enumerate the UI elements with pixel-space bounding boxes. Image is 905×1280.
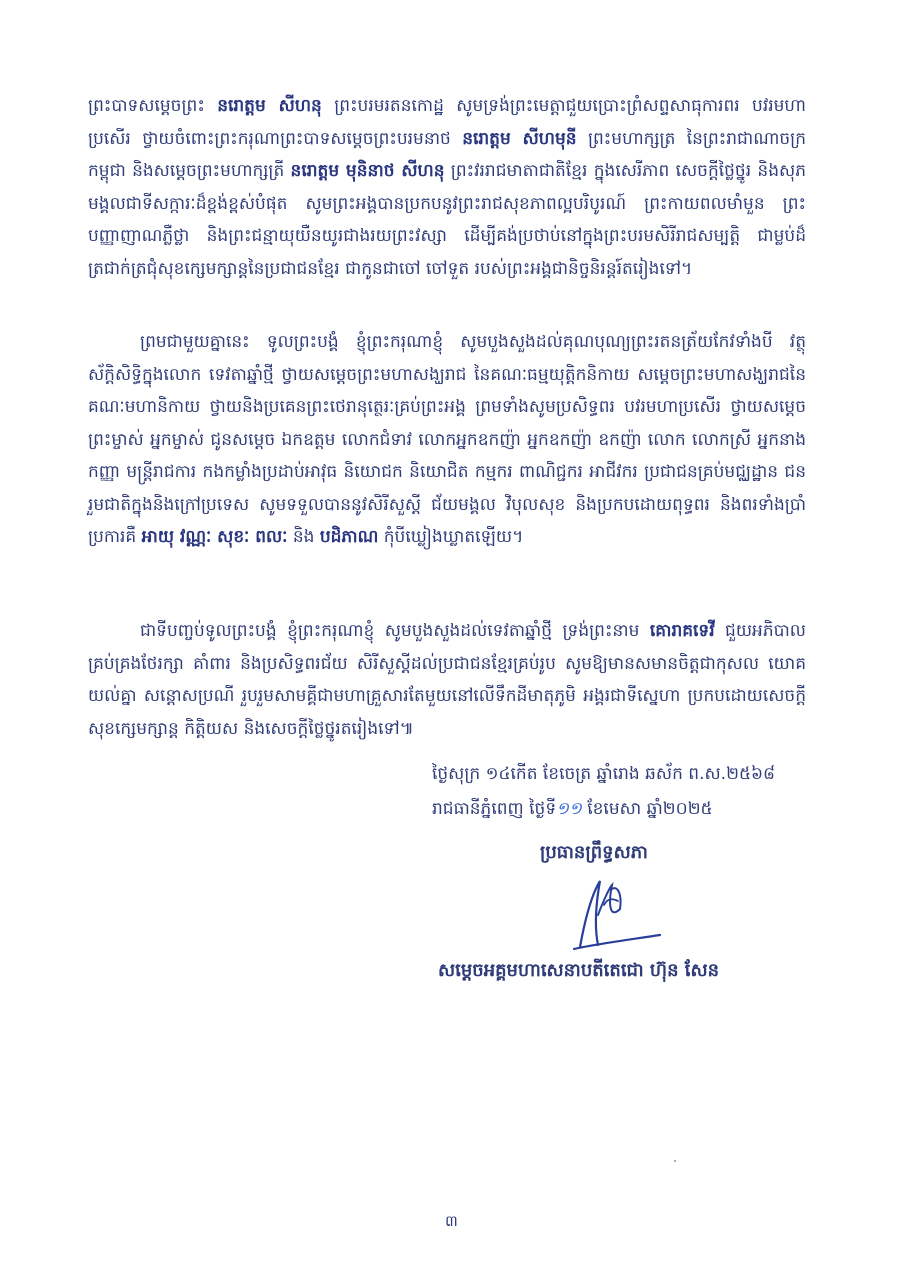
signer-title: ប្រធានព្រឹទ្ធសភា (540, 842, 648, 863)
p2-text-1: ព្រមជាមួយគ្នានេះ ទូលព្រះបង្គំ ខ្ញុំព្រះករុណាខ្ញុំ សូមបួងសួងដល់គុណបុណ្យព្រះរតនត្រ័យកែវទាំងបី វត្ថុស័ក្តិសិទ្ធិក្នុងលោក ទេវតាឆ្នាំថ្មី ថ្វាយសម្តេចព្រះមហាសង្ឃរាជ នៃគណៈធម្មយុត្តិកនិកាយ សម្តេចព្រះមហាសង្ឃរាជនៃគណៈមហានិកាយ ថ្វាយនិងប្រគេនព្រះថេរានុត្ថេរៈគ្រប់ព្រះអង្គ ព្រមទាំងសូមប្រសិទ្ធពរ បវរមហាប្រសើរ ថ្វាយសម្តេច ព្រះម្ចាស់ អ្នកម្ចាស់ ជូនសម្តេច ឯកឧត្តម លោកជំទាវ លោកអ្នកឧកញ៉ា អ្នកឧកញ៉ា ឧកញ៉ា លោក លោកស្រី អ្នកនាង កញ្ញា មន្ត្រីរាជការ កងកម្លាំងប្រដាប់អាវុធ និយោជក និយោជិត កម្មករ ពាណិជ្ជករ អាជីវករ ប្រជាជនគ្រប់មជ្ឈដ្ឋាន ជនរួមជាតិក្នុងនិងក្រៅប្រទេស សូមទទួលបាននូវសិរីសួស្តី ជ័យមង្គល វិបុលសុខ និងប្រកបដោយពុទ្ធពរ និងពរទាំងប្រាំប្រការគឺ (88, 332, 806, 547)
paragraph-blessing-people (88, 326, 806, 554)
handwritten-day: ១១ (556, 799, 582, 819)
lunar-date-line: ថ្ងៃសុក្រ ១៤កើត ខែចេត្រ ឆ្នាំរោង ឆស័ក ព.ស.២៥៦៨ (432, 764, 776, 784)
p1-text-4: ព្រះវររាជមាតាជាតិខ្មែរ ក្នុងសេរីភាព សេចក្តីថ្លៃថ្នូរ និងសុភមង្គលជាទីសក្ការៈដ៏ខ្ពង់ខ្ពស់បំផុត សូមព្រះអង្គបានប្រកបនូវព្រះរាជសុខភាពល្អបរិបូរណ៍ ព្រះកាយពលមាំមួន ព្រះបញ្ញាញាណភ្លឺថ្លា និងព្រះជន្មាយុយឺនយូរជាងរយព្រះវស្សា ដើម្បីគង់ប្រថាប់នៅក្នុងព្រះបរមសិរីរាជសម្បត្តិ ជាម្លប់ដ៏ត្រជាក់ត្រជុំសុខក្សេមក្សាន្តនៃប្រជាជនខ្មែរ ជាកូនជាចៅ ចៅទួត របស់ព្រះអង្គជានិច្ចនិរន្តរ៍តរៀងទៅ។ (88, 161, 806, 279)
p2-patibhana: បដិភាណ (319, 527, 379, 547)
paragraph-blessing-king (88, 90, 806, 285)
speck (674, 1160, 676, 1162)
page-number: ៣ (445, 1212, 458, 1230)
p1-text-1: ព្រះបាទសម្តេចព្រះ (88, 96, 218, 116)
signer-name: សម្តេចអគ្គមហាសេនាបតីតេជោ ហ៊ុន សែន (438, 960, 720, 981)
handwritten-signature (560, 875, 670, 955)
p1-name-sihamoni: នរោត្តម សីហមុនី (462, 128, 577, 149)
place-date-line (432, 795, 713, 823)
p2-text-3: កុំបីឃ្លៀងឃ្លាតឡើយ។ (378, 527, 524, 547)
p2-five-blessings: អាយុ វណ្ណៈ សុខៈ ពលៈ (141, 527, 288, 547)
p3-text-1: ជាទីបញ្ចប់ទូលព្រះបង្គំ ខ្ញុំព្រះករុណាខ្ញុំ សូមបួងសួងដល់ទេវតាឆ្នាំថ្មី ទ្រង់ព្រះនាម (140, 621, 650, 641)
p3-text-2: ជួយអភិបាលគ្រប់គ្រងថែរក្សា គាំពារ និងប្រសិទ្ធពរជ័យ សិរីសួស្តីដល់ប្រជាជនខ្មែរគ្រប់រូប សូមឱ្យមានសមានចិត្តជាកុសល យោគយល់គ្នា សន្តោសប្រណី រួបរួមសាមគ្គីជាមហាគ្រួសារតែមួយនៅលើទឹកដីមាតុភូមិ អង្គរជាទីស្នេហា ប្រកបដោយសេចក្តីសុខក្សេមក្សាន្ត កិត្តិយស និងសេចក្តីថ្លៃថ្នូរតរៀងទៅ៕ (88, 621, 806, 739)
p1-name-monineath: នរោត្តម មុនិនាថ សីហនុ (290, 161, 445, 181)
p1-text-3: ព្រះមហាក្សត្រ នៃព្រះរាជាណាចក្រកម្ពុជា និងសម្តេចព្រះមហាក្សត្រី (88, 128, 807, 181)
p2-text-2: និង (287, 527, 320, 547)
p1-text-2: ព្រះបរមរតនកោដ្ឋ សូមទ្រង់ព្រះមេត្តាជួយប្រោះព្រំសព្ទសាធុការពរ បវរមហាប្រសើរ ថ្វាយចំពោះព្រះករុណាព្រះបាទសម្តេចព្រះបរមនាថ (88, 96, 806, 149)
paragraph-closing (88, 615, 806, 745)
p1-name-sihanouk: នរោត្តម សីហនុ (217, 96, 322, 116)
place-date-suffix: ខែមេសា ឆ្នាំ២០២៥ (581, 799, 713, 819)
place-date-prefix: រាជធានីភ្នំពេញ ថ្ងៃទី (432, 799, 557, 819)
p3-new-year-angel: គោរាគទេវី (649, 621, 715, 641)
